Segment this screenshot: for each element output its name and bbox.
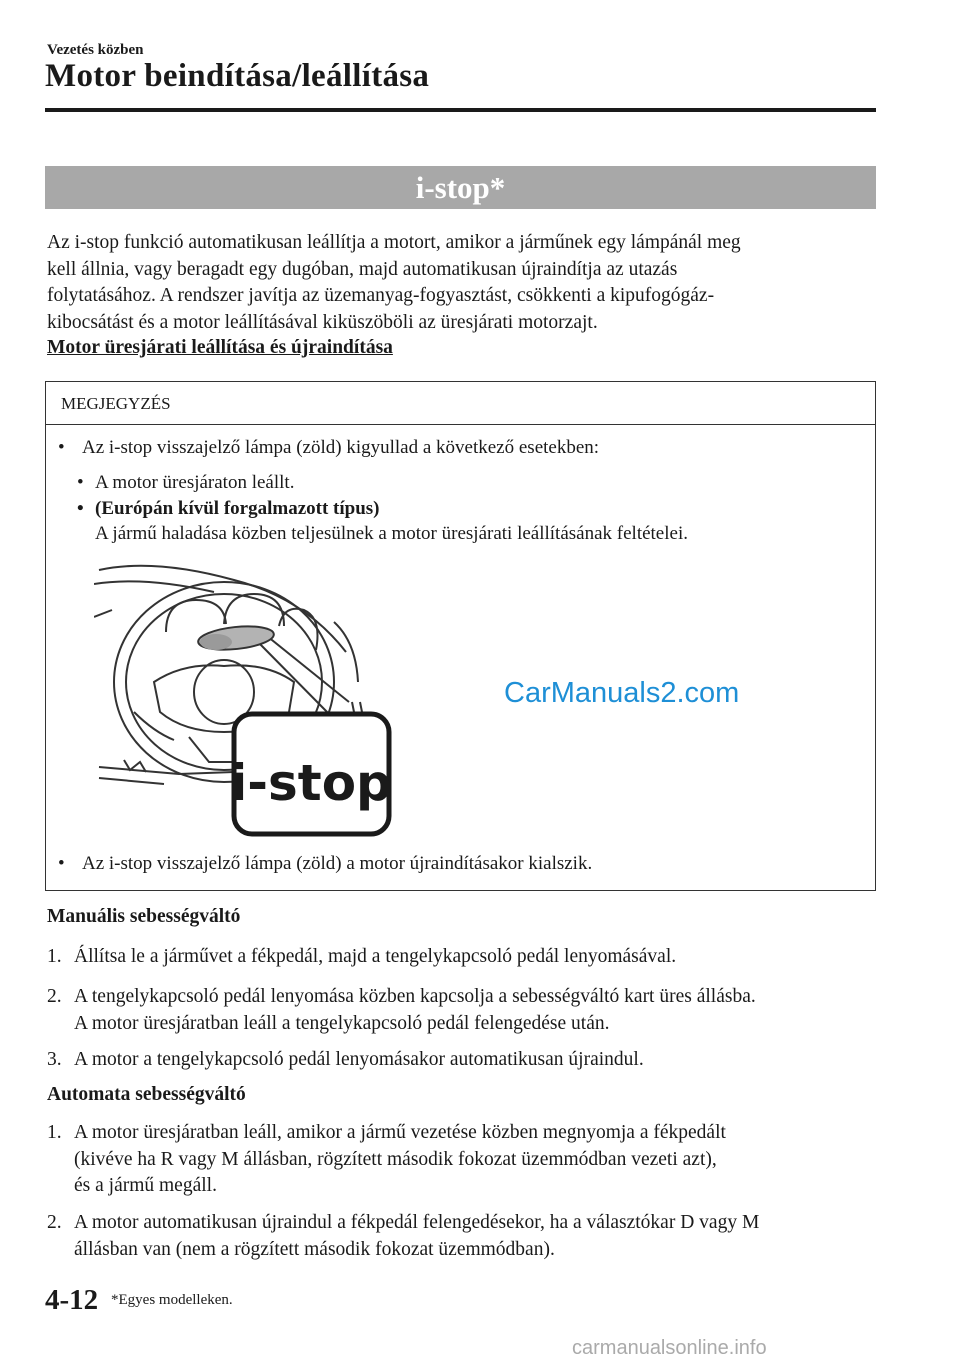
istop-label: i-stop xyxy=(230,754,392,812)
item-text: A tengelykapcsoló pedál lenyomása közben kapcsolja a sebességváltó kart üres állásba. xyxy=(74,986,756,1007)
subheading: Motor üresjárati leállítása és újraindítása xyxy=(47,337,393,358)
list-item xyxy=(47,1120,887,1200)
item-text: állásban van (nem a rögzített második fokozat üzemmódban). xyxy=(74,1238,555,1260)
item-number: 2. xyxy=(47,986,62,1007)
note-title: MEGJEGYZÉS xyxy=(61,394,171,413)
item-number: 1. xyxy=(47,1122,62,1143)
item-number: 2. xyxy=(47,1212,62,1233)
intro-line: kell állnia, vagy beragadt egy dugóban, majd automatikusan újraindítja az utazás xyxy=(47,258,678,280)
watermark-text: CarManuals2.com xyxy=(504,677,740,709)
note-sub-item xyxy=(77,472,294,494)
item-text: A motor üresjáratban leáll a tengelykapcsoló pedál felengedése után. xyxy=(74,1012,610,1034)
note-sub-item xyxy=(77,498,380,520)
bullet-icon: • xyxy=(77,498,84,519)
list-item xyxy=(47,944,887,971)
intro-line: kibocsátást és a motor leállításával kiküszöböli az üresjárati motorzajt. xyxy=(47,311,598,333)
note-box xyxy=(45,381,876,891)
item-number: 3. xyxy=(47,1049,62,1070)
note-bullet-text: Az i-stop visszajelző lámpa (zöld) kigyullad a következő esetekben: xyxy=(82,437,600,458)
bullet-icon: • xyxy=(77,472,84,493)
item-text: A motor üresjáratban leáll, amikor a jármű vezetése közben megnyomja a fékpedált xyxy=(74,1122,726,1143)
note-bullet-text: Az i-stop visszajelző lámpa (zöld) a motor újraindításakor kialszik. xyxy=(82,853,593,874)
footnote: *Egyes modelleken. xyxy=(111,1292,233,1308)
list-item xyxy=(47,984,887,1037)
bullet-icon: • xyxy=(58,437,65,458)
header-divider xyxy=(45,108,876,112)
manual-heading: Manuális sebességváltó xyxy=(47,906,241,927)
section-banner: i-stop* xyxy=(45,166,876,209)
steering-wheel-illustration xyxy=(94,562,810,837)
note-bullet xyxy=(58,853,592,875)
automatic-heading: Automata sebességváltó xyxy=(47,1084,246,1105)
item-text: Állítsa le a járművet a fékpedál, majd a tengelykapcsoló pedál lenyomásával. xyxy=(74,946,677,967)
item-text: (kivéve ha R vagy M állásban, rögzített második fokozat üzemmódban vezeti azt), xyxy=(74,1148,717,1170)
intro-paragraph xyxy=(47,230,887,336)
bullet-icon: • xyxy=(58,853,65,874)
note-sub-text: A motor üresjáraton leállt. xyxy=(95,472,295,493)
item-text: A motor automatikusan újraindul a fékpedál felengedésekor, ha a választókar D vagy M xyxy=(74,1212,760,1233)
list-item xyxy=(47,1210,887,1263)
note-sub-bold: (Európán kívül forgalmazott típus) xyxy=(95,498,380,519)
intro-line: Az i-stop funkció automatikusan leállítja a motort, amikor a járműnek egy lámpánál meg xyxy=(47,232,741,253)
page-title: Motor beindítása/leállítása xyxy=(45,58,430,94)
item-number: 1. xyxy=(47,946,62,967)
intro-line: folytatásához. A rendszer javítja az üzemanyag-fogyasztást, csökkenti a kipufogógáz- xyxy=(47,285,715,306)
section-label: Vezetés közben xyxy=(47,42,144,58)
item-text: A motor a tengelykapcsoló pedál lenyomásakor automatikusan újraindul. xyxy=(74,1049,644,1070)
istop-figure xyxy=(94,562,810,837)
footer-watermark: carmanualsonline.info xyxy=(572,1337,767,1359)
page-number: 4-12 xyxy=(45,1284,99,1316)
note-bullet xyxy=(58,437,599,459)
note-header xyxy=(46,382,875,425)
note-sub-text: A jármű haladása közben teljesülnek a motor üresjárati leállításának feltételei. xyxy=(95,523,688,544)
item-text: és a jármű megáll. xyxy=(74,1175,217,1196)
list-item xyxy=(47,1047,887,1074)
